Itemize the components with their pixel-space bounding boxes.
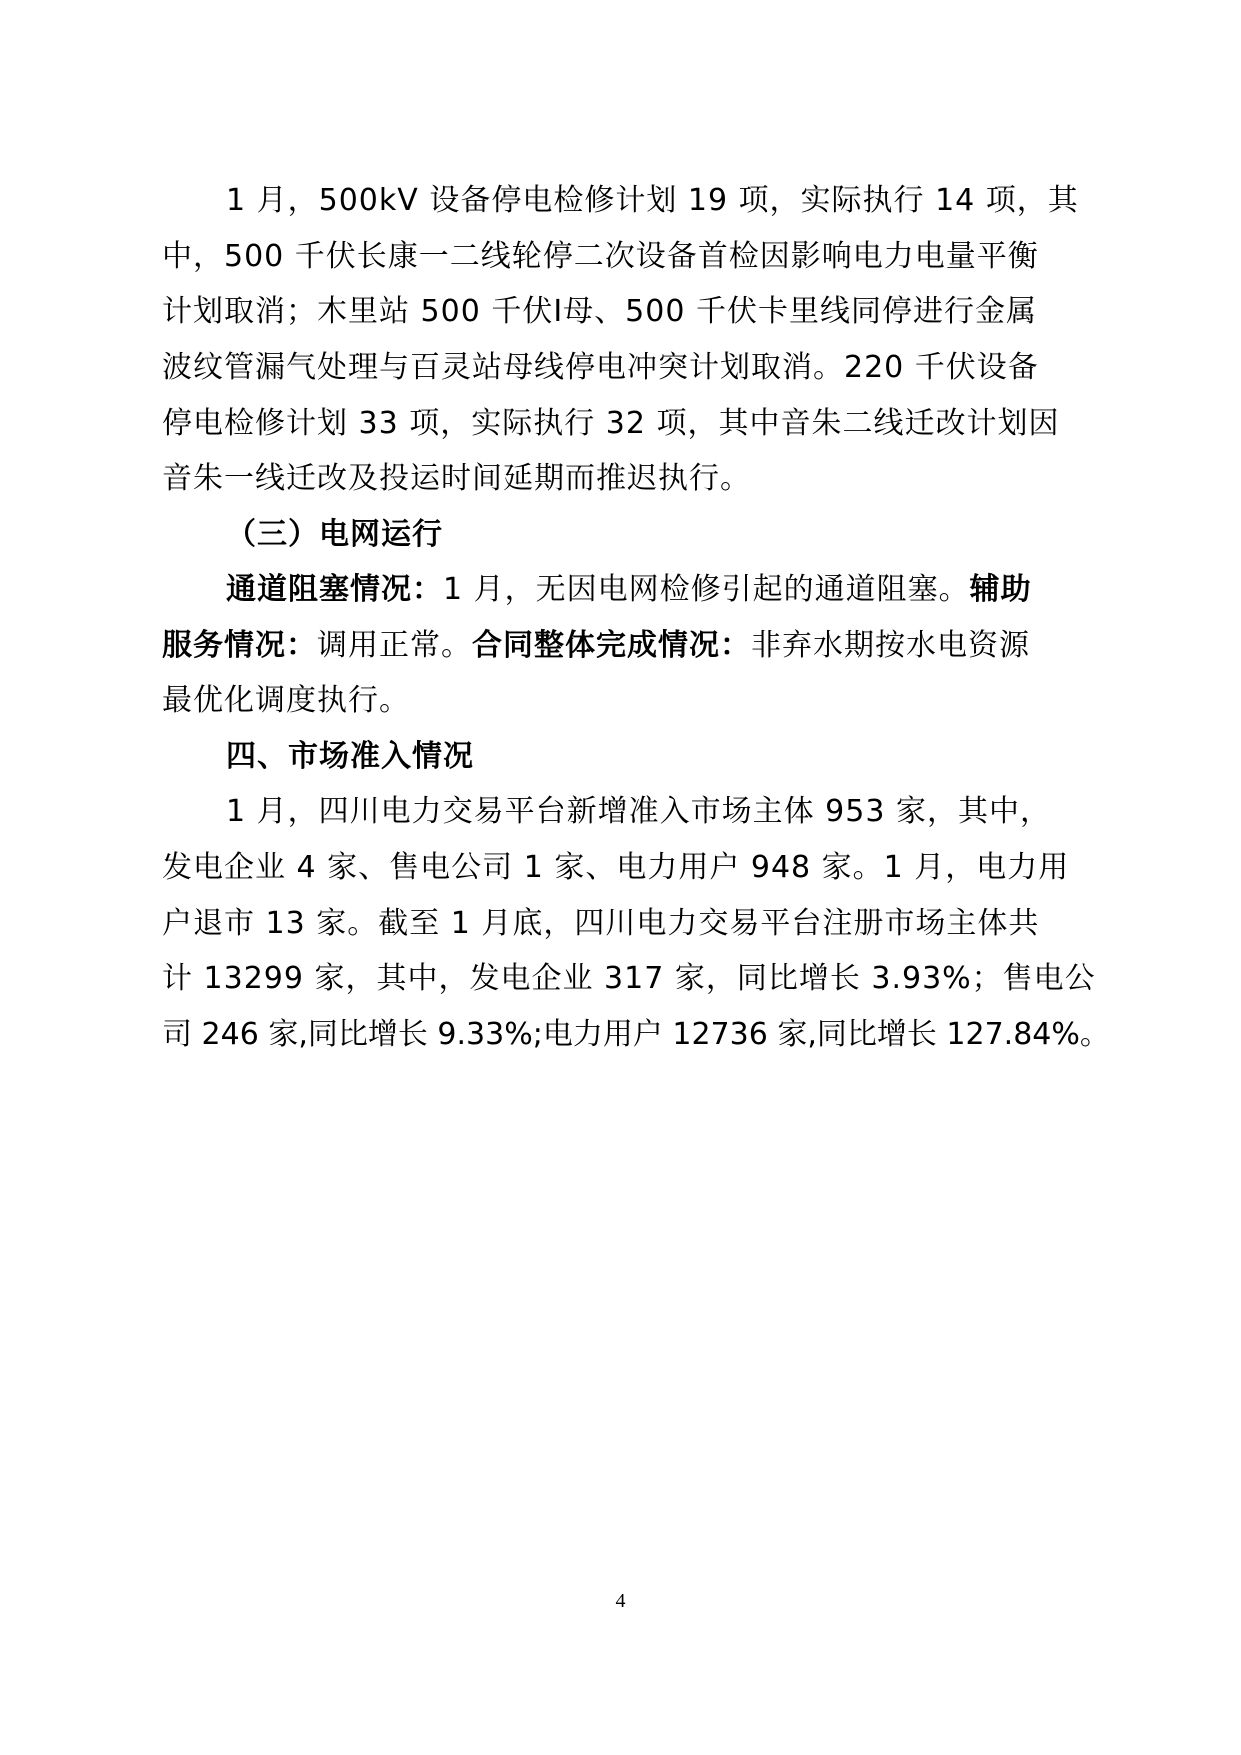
- paragraph-line: 计 13299 家，其中，发电企业 317 家，同比增长 3.93%；售电公: [162, 961, 1096, 996]
- paragraph-line: 发电企业 4 家、售电公司 1 家、电力用户 948 家。1 月，电力用: [162, 850, 1070, 885]
- paragraph-line: 1 月，500kV 设备停电检修计划 19 项，实际执行 14 项，其: [226, 183, 1079, 218]
- paragraph-line: 中，500 千伏长康一二线轮停二次设备首检因影响电力电量平衡: [162, 239, 1039, 274]
- paragraph-line: 最优化调度执行。: [162, 683, 410, 718]
- paragraph-line: 户退市 13 家。截至 1 月底，四川电力交易平台注册市场主体共: [162, 906, 1040, 941]
- channel-text: 1 月，无因电网检修引起的通道阻塞。: [443, 572, 970, 607]
- section-heading: （三）电网运行: [226, 517, 443, 552]
- page-number: 4: [615, 1590, 626, 1612]
- paragraph-line: 司 246 家,同比增长 9.33%;电力用户 12736 家,同比增长 127.84%。: [162, 1017, 1110, 1052]
- section-heading: 四、市场准入情况: [226, 739, 474, 774]
- aux-label-part1: 辅助: [969, 572, 1032, 607]
- paragraph-line: 1 月，四川电力交易平台新增准入市场主体 953 家，其中，: [226, 794, 1051, 829]
- contract-label: 合同整体完成情况：: [472, 628, 751, 663]
- aux-text: 调用正常。: [317, 628, 472, 663]
- paragraph-line: 波纹管漏气处理与百灵站母线停电冲突计划取消。220 千伏设备: [162, 350, 1039, 385]
- grid-operation-line: [162, 627, 1030, 665]
- aux-label-part2: 服务情况：: [162, 628, 317, 663]
- paragraph-line: 音朱一线迁改及投运时间延期而推迟执行。: [162, 461, 751, 496]
- paragraph-line: 计划取消；木里站 500 千伏Ⅰ母、500 千伏卡里线同停进行金属: [162, 294, 1037, 329]
- channel-label: 通道阻塞情况：: [226, 572, 443, 607]
- paragraph-line: 停电检修计划 33 项，实际执行 32 项，其中音朱二线迁改计划因: [162, 406, 1060, 441]
- grid-operation-line: [226, 571, 1032, 609]
- contract-text: 非弃水期按水电资源: [751, 628, 1030, 663]
